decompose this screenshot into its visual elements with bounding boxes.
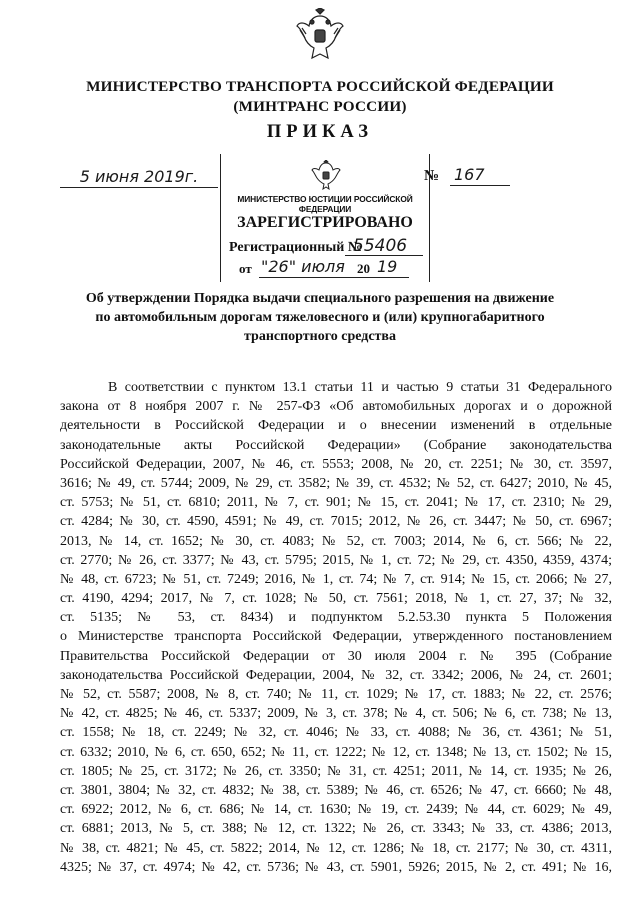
body-line: законодательства Российской Федерации, 2004, № 32, ст. 3342; 2006, № 24, ст. 2601; (60, 667, 612, 683)
body-line: ст. 1558; № 18, ст. 2249; № 32, ст. 4046; № 33, ст. 4088; № 36, ст. 4361; № 51, (60, 725, 612, 741)
stamp-date-rule (259, 277, 409, 278)
order-number-handwritten: 167 (454, 165, 485, 184)
order-subject-line: Об утверждении Порядка выдачи специального разрешения на движение (85, 291, 555, 306)
order-subject-line: по автомобильным дорогам тяжеловесного и (или) крупногабаритного (95, 310, 545, 325)
body-line: Правительства Российской Федерации от 30 июля 2004 г. № 395 (Собрание (60, 648, 612, 664)
body-line: ст. 5753; № 51, ст. 6810; 2011, № 7, ст. 901; № 15, ст. 2041; № 17, ст. 2310; № 29, (60, 495, 612, 511)
body-line: закона от 8 ноября 2007 г. № 257-ФЗ «Об автомобильных дорогах и о дорожной (60, 399, 612, 415)
order-date-handwritten: 5 июня 2019г. (79, 167, 199, 186)
order-date-rule (60, 187, 218, 188)
stamp-reg-number-label: Регистрационный № (229, 240, 362, 255)
body-line: ст. 6922; 2012, № 6, ст. 686; № 14, ст. 1630; № 19, ст. 2439; № 44, ст. 6029; № 49, (60, 802, 612, 818)
order-number-rule (450, 185, 510, 186)
stamp-reg-number-handwritten: 55406 (353, 236, 408, 256)
body-line: ст. 6332; 2010, № 6, ст. 650, 652; № 11, ст. 1222; № 12, ст. 1348; № 13, ст. 1502; № 15, (60, 744, 612, 760)
order-subject-line: транспортного средства (244, 329, 396, 344)
body-line: о Министерстве транспорта Российской Федерации, утвержденного постановлением (60, 629, 612, 645)
body-line: законодательные акты Российской Федерации» (Собрание законодательства (60, 437, 612, 453)
stamp-coat-of-arms-icon (311, 160, 341, 190)
body-line: ст. 4190, 4294; 2017, № 7, ст. 1028; № 50, ст. 7561; 2018, № 1, ст. 27, 37; № 32, (60, 591, 612, 607)
stamp-date-handwritten: "26" июля (261, 257, 345, 276)
stamp-from-label: от (239, 261, 252, 276)
stamp-registered: ЗАРЕГИСТРИРОВАНО (237, 214, 413, 231)
ministry-short-title: (МИНТРАНС РОССИИ) (233, 98, 407, 115)
body-line: № 38, ст. 4821; № 45, ст. 5822; 2014, № 12, ст. 1286; № 18, ст. 2177; № 30, ст. 4311, (60, 840, 612, 856)
order-subject (0, 289, 640, 346)
body-line: 3616; № 49, ст. 5744; 2009, № 29, ст. 3582; № 39, ст. 4532; № 52, ст. 6427; 2010, № 45, (60, 475, 612, 491)
order-number-label: № (424, 168, 440, 184)
coat-of-arms-icon (296, 8, 344, 62)
body-line: деятельности в Российской Федерации и о внесении изменений в отдельные (60, 418, 612, 434)
body-line: № 48, ст. 6723; № 51, ст. 7249; 2016, № 1, ст. 74; № 7, ст. 914; № 15, ст. 2066; № 27, (60, 571, 612, 587)
order-body (60, 378, 612, 877)
ministry-title: МИНИСТЕРСТВО ТРАНСПОРТА РОССИЙСКОЙ ФЕДЕРАЦИИ (86, 78, 554, 95)
body-line: ст. 4284; № 30, ст. 4590, 4591; № 49, ст. 7015; 2012, № 26, ст. 3447; № 50, ст. 6967; (60, 514, 612, 530)
body-line: ст. 6881; 2013, № 5, ст. 388; № 12, ст. 1322; № 26, ст. 3343; № 33, ст. 4386; 2013, (60, 821, 612, 837)
body-line: ст. 3801, 3804; № 32, ст. 4832; № 38, ст. 5389; № 46, ст. 6526; № 47, ст. 6660; № 48, (60, 782, 612, 798)
body-line: № 52, ст. 5587; 2008, № 8, ст. 740; № 11, ст. 1029; № 17, ст. 1883; № 22, ст. 2576; (60, 687, 612, 702)
stamp-year-prefix: 20 (357, 261, 370, 276)
stamp-year-handwritten: 19 (377, 257, 398, 276)
body-line: ст. 1805; № 25, ст. 3172; № 26, ст. 3350; № 31, ст. 4251; 2011, № 14, ст. 1935; № 26, (60, 763, 612, 779)
stamp-reg-number-rule (345, 255, 423, 256)
body-line: 4325; № 37, ст. 4974; № 42, ст. 5736; № 43, ст. 5901, 5926; 2015, № 2, ст. 491; № 16, (60, 859, 612, 875)
stamp-organization: МИНИСТЕРСТВО ЮСТИЦИИ РОССИЙСКОЙ ФЕДЕРАЦИИ (237, 194, 413, 214)
registration-stamp (220, 154, 430, 282)
body-line: 2013, № 14, ст. 1652; № 30, ст. 4083; № 52, ст. 7003; 2014, № 6, ст. 566; № 22, (60, 533, 612, 549)
body-line: № 42, ст. 4825; № 46, ст. 5337; 2009, № 3, ст. 378; № 4, ст. 506; № 6, ст. 738; № 13, (60, 706, 612, 722)
body-line: В соответствии с пунктом 13.1 статьи 11 и частью 9 статьи 31 Федерального (108, 380, 612, 395)
body-line: ст. 5135; № 53, ст. 8434) и подпунктом 5.2.53.30 пункта 5 Положения (60, 610, 612, 626)
order-title: ПРИКАЗ (266, 122, 374, 142)
body-line: Российской Федерации, 2007, № 46, ст. 5553; 2008, № 20, ст. 2251; № 30, ст. 3597, (60, 456, 612, 472)
order-number (424, 167, 500, 185)
body-line: ст. 2770; № 26, ст. 3377; № 43, ст. 5795; 2015, № 1, ст. 72; № 29, ст. 4350, 4359, 4374; (60, 552, 612, 568)
order-date (60, 167, 218, 188)
